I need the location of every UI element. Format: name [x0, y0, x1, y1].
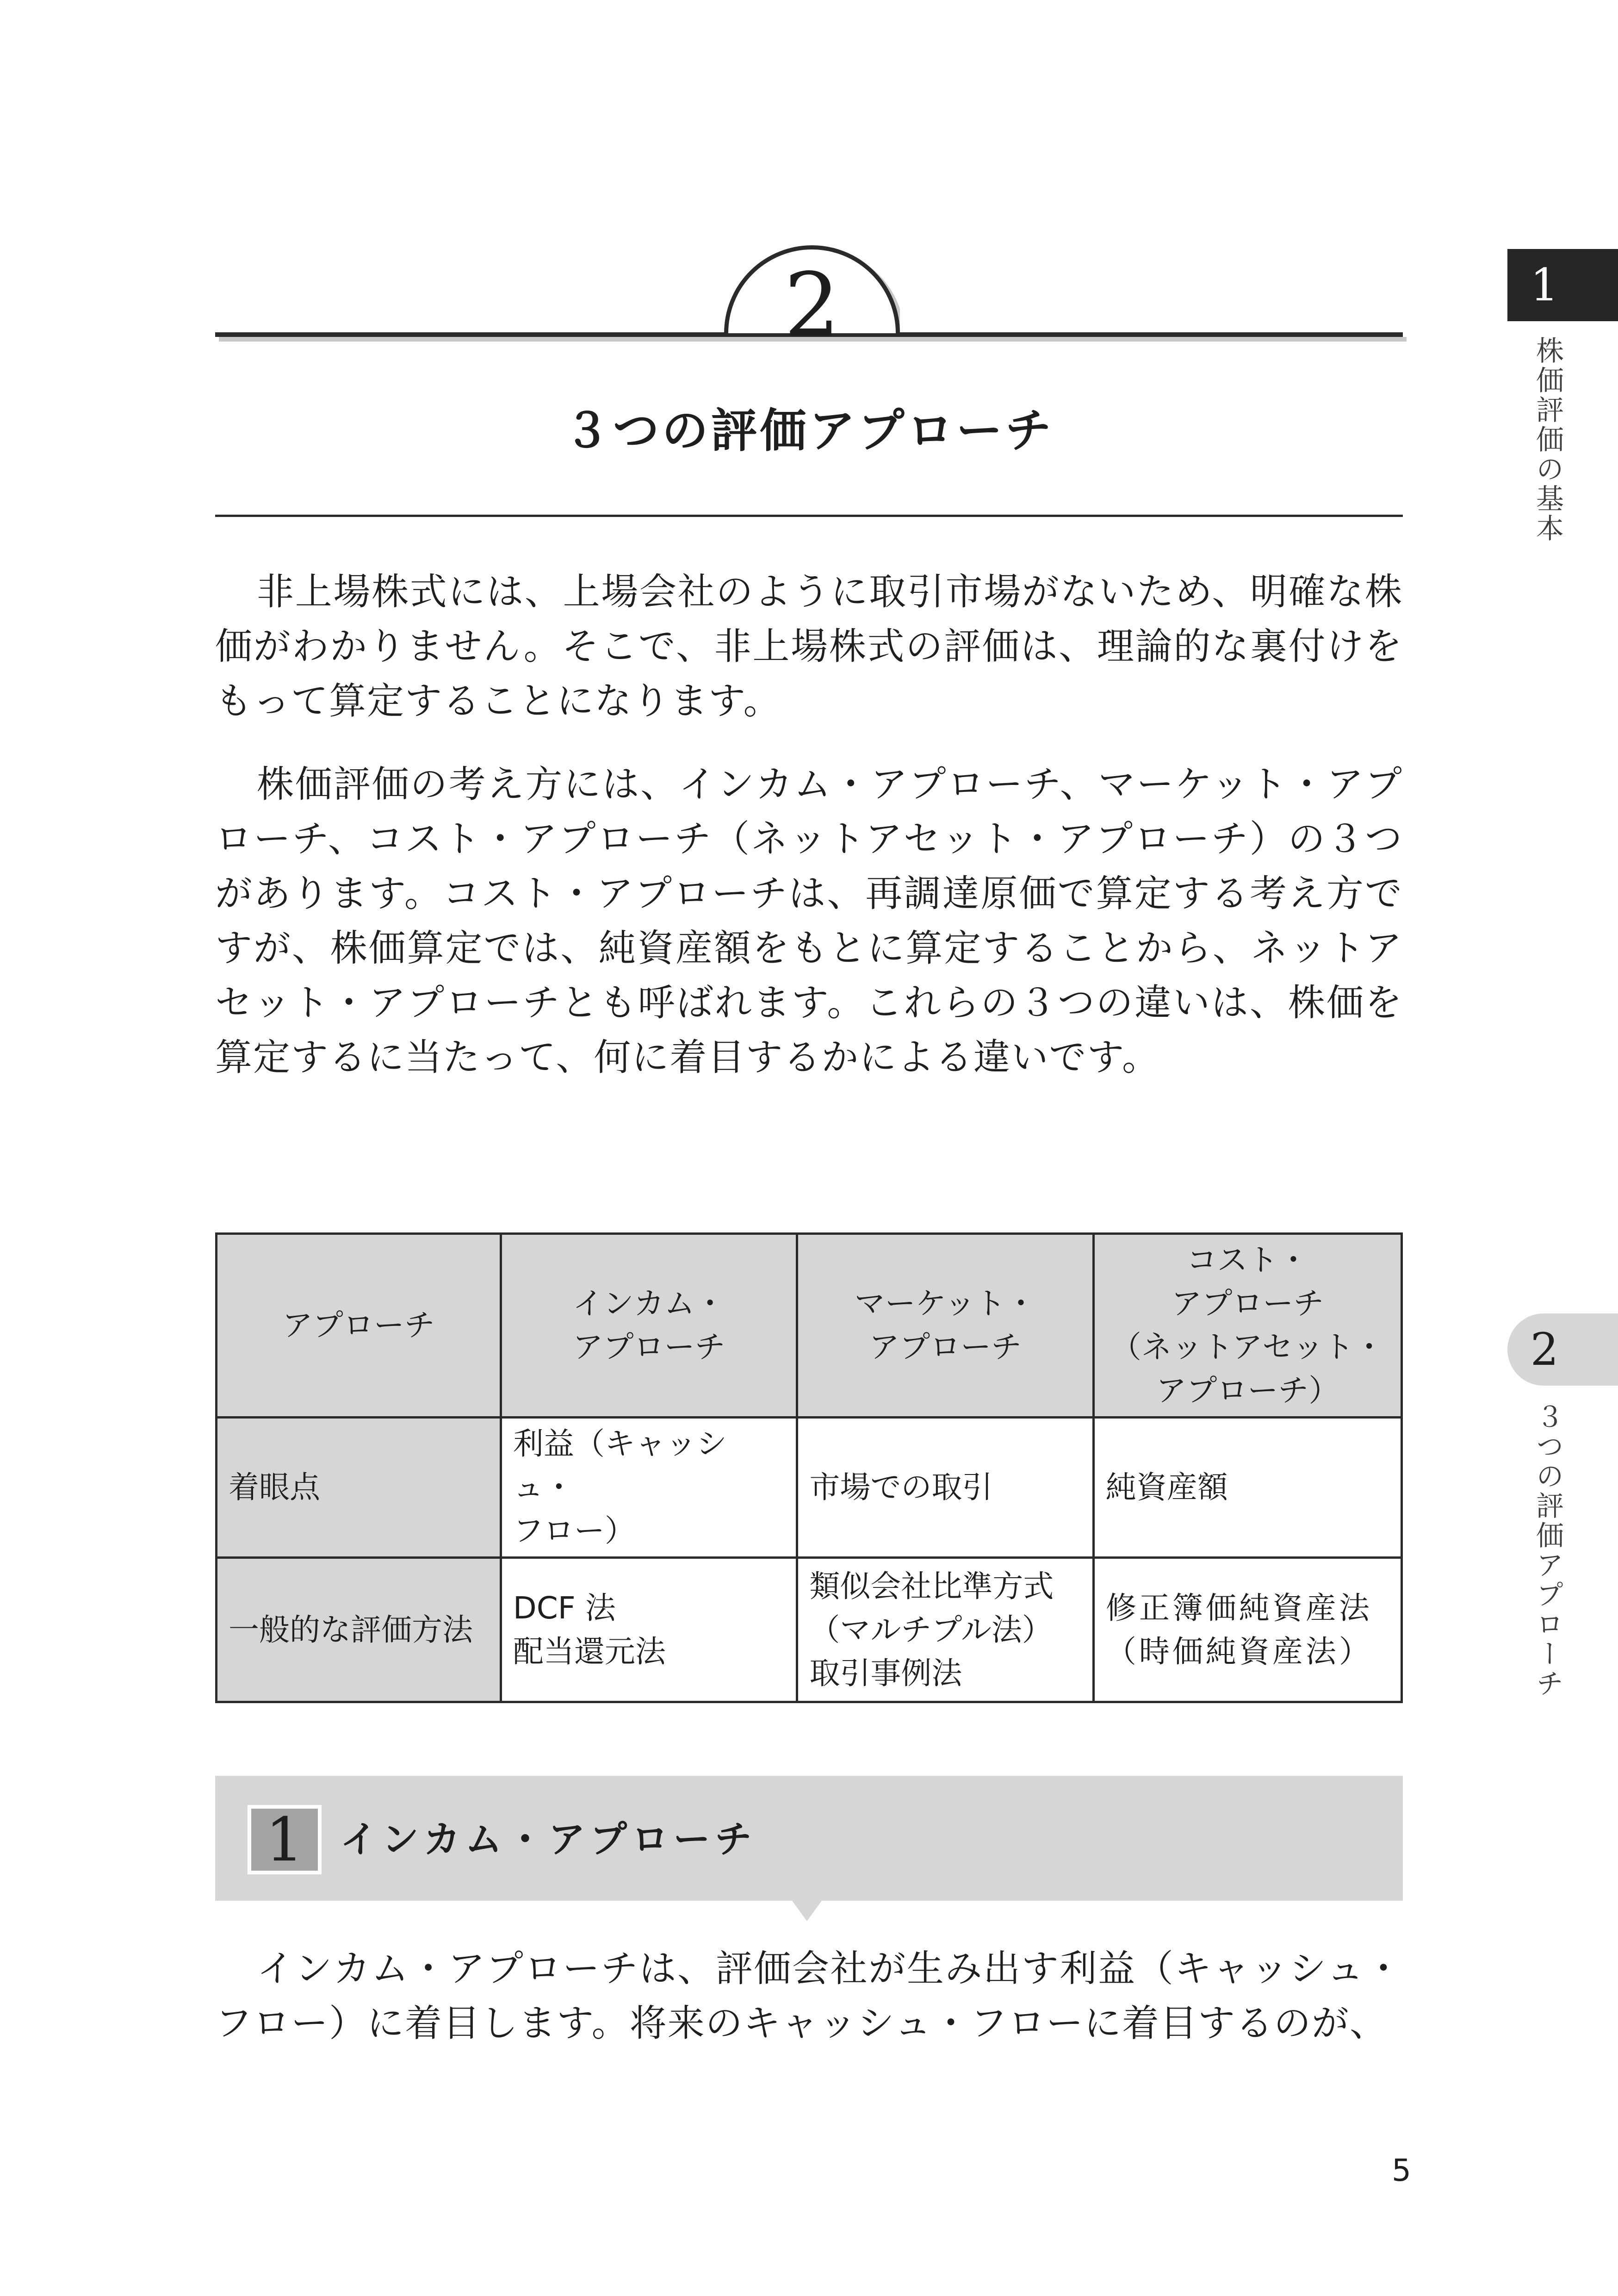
- chapter-index-tab-2-label: ３つの評価アプローチ: [1531, 1402, 1564, 1699]
- page-number: 5: [1392, 2153, 1411, 2188]
- section-heading-pointer: [792, 1901, 822, 1921]
- body-paragraph-1: 非上場株式には、上場会社のように取引市場がないため、明確な株価がわかりません。そこで、非上場株式の評価は、理論的な裏付けをもって算定することになります。: [215, 570, 1403, 722]
- section-title: インカム・アプローチ: [340, 1818, 756, 1861]
- table-cell: 類似会社比準方式 （マルチプル法） 取引事例法: [797, 1558, 1094, 1702]
- chapter-index-tab-2-number: 2: [1530, 1324, 1559, 1375]
- table-row-header: 着眼点: [217, 1418, 501, 1558]
- chapter-number: 2: [784, 254, 840, 356]
- table-cell: DCF 法 配当還元法: [501, 1558, 797, 1702]
- chapter-index-tab-1-number: 1: [1530, 259, 1559, 311]
- table-header-cell: アプローチ: [217, 1234, 501, 1418]
- chapter-index-tab-1-label: 株価評価の基本: [1531, 336, 1564, 543]
- section-number-badge: 1: [248, 1805, 322, 1874]
- table-header-row: [217, 1234, 1402, 1418]
- table-cell: 利益（キャッシュ・ フロー）: [501, 1418, 797, 1558]
- approach-comparison-table: [215, 1232, 1403, 1703]
- table-cell: 修正簿価純資産法 （時価純資産法）: [1093, 1558, 1401, 1702]
- table-header-cell: コスト・ アプローチ （ネットアセット・ アプローチ）: [1093, 1234, 1401, 1418]
- table-cell: 市場での取引: [797, 1418, 1094, 1558]
- table-row-header: 一般的な評価方法: [217, 1558, 501, 1702]
- table-header-cell: インカム・ アプローチ: [501, 1234, 797, 1418]
- table-row: [217, 1558, 1402, 1702]
- table-cell: 純資産額: [1093, 1418, 1401, 1558]
- title-rule: [215, 515, 1403, 517]
- body-paragraph-2: 株価評価の考え方には、インカム・アプローチ、マーケット・アプローチ、コスト・アプローチ（ネットアセット・アプローチ）の３つがあります。コスト・アプローチは、再調達原価で算定する考え方ですが、株価算定では、純資産額をもとに算定することから、ネットアセット・アプローチとも呼ばれます。これらの３つの違いは、株価を算定するに当たって、何に着目するかによる違いです。: [215, 763, 1403, 1079]
- body-paragraph-3: インカム・アプローチは、評価会社が生み出す利益（キャッシュ・フロー）に着目します。将来のキャッシュ・フローに着目するのが、: [215, 1947, 1403, 2045]
- table-row: [217, 1418, 1402, 1558]
- page-title: ３つの評価アプローチ: [564, 403, 1054, 458]
- table-header-cell: マーケット・ アプローチ: [797, 1234, 1094, 1418]
